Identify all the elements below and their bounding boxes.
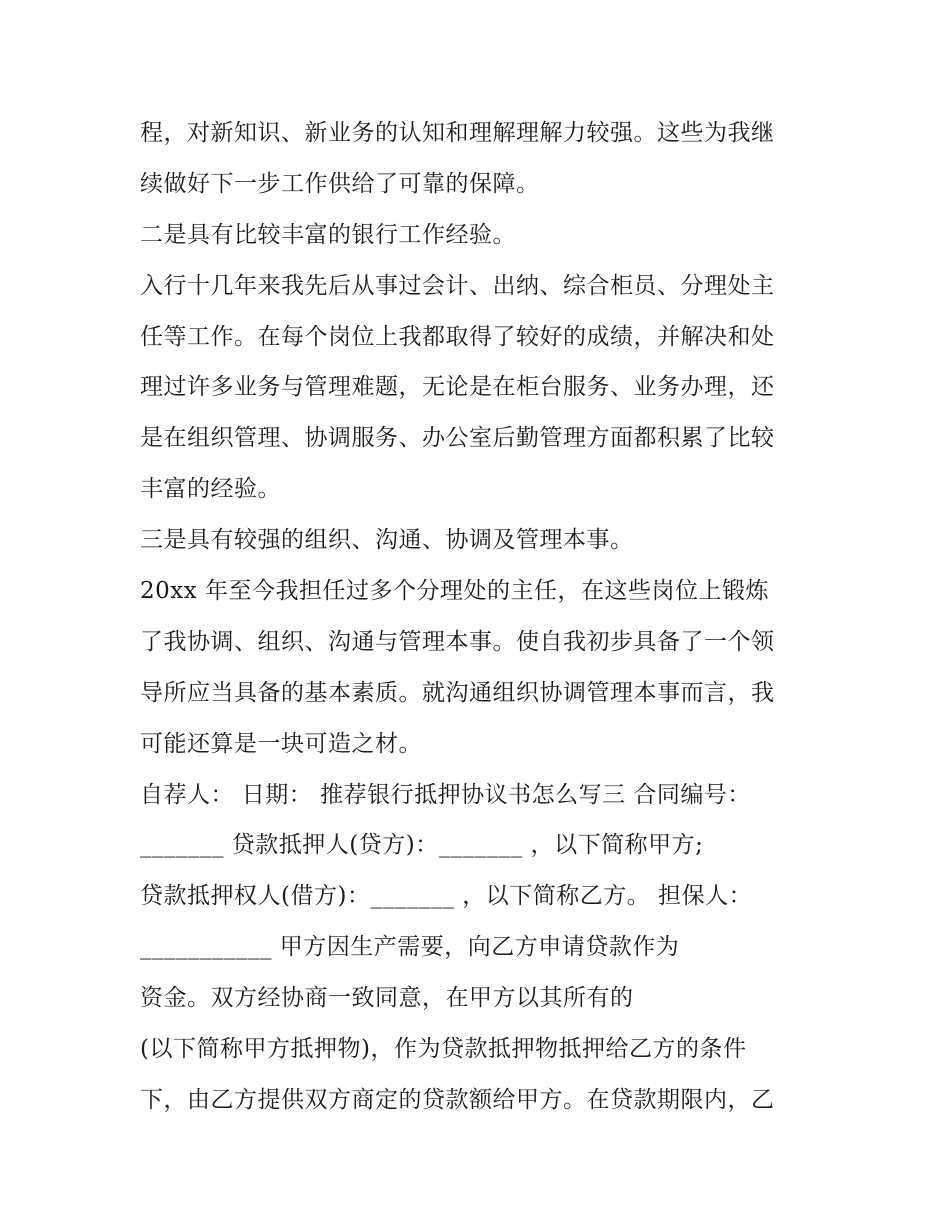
text-line: 20xx 年至今我担任过多个分理处的主任，在这些岗位上锻炼: [140, 578, 770, 605]
text-line: 资金。双方经协商一致同意，在甲方以其所有的: [140, 985, 634, 1012]
text-line: 可能还算是一块可造之材。: [140, 730, 422, 757]
text-line: 贷款抵押权人(借方)：_______ ，以下简称乙方。 担保人：: [140, 883, 753, 910]
text-line: 是在组织管理、协调服务、办公室后勤管理方面都积累了比较: [140, 425, 775, 452]
text-line: 导所应当具备的基本素质。就沟通组织协调管理本事而言，我: [140, 679, 775, 706]
text-line: 自荐人： 日期： 推荐银行抵押协议书怎么写三 合同编号：: [140, 781, 751, 808]
text-line: 入行十几年来我先后从事过会计、出纳、综合柜员、分理处主: [140, 272, 775, 299]
text-line: (以下简称甲方抵押物)，作为贷款抵押物抵押给乙方的条件: [140, 1036, 747, 1063]
text-line: 程，对新知识、新业务的认知和理解理解力较强。这些为我继: [140, 120, 775, 146]
text-line: 丰富的经验。: [140, 476, 281, 503]
text-line: ___________ 甲方因生产需要，向乙方申请贷款作为: [140, 934, 680, 961]
text-line: _______ 贷款抵押人(贷方)：_______ ，以下简称甲方;: [140, 832, 704, 859]
text-line: 二是具有比较丰富的银行工作经验。: [140, 221, 516, 248]
text-line: 任等工作。在每个岗位上我都取得了较好的成绩，并解决和处: [140, 323, 775, 350]
text-line: 三是具有较强的组织、沟通、协调及管理本事。: [140, 527, 634, 554]
text-line: 理过许多业务与管理难题，无论是在柜台服务、业务办理，还: [140, 374, 775, 401]
document-body: [140, 108, 820, 1126]
text-line: 续做好下一步工作供给了可靠的保障。: [140, 170, 540, 197]
text-line: 下，由乙方提供双方商定的贷款额给甲方。在贷款期限内，乙: [140, 1086, 775, 1113]
text-line: 了我协调、组织、沟通与管理本事。使自我初步具备了一个领: [140, 628, 775, 655]
